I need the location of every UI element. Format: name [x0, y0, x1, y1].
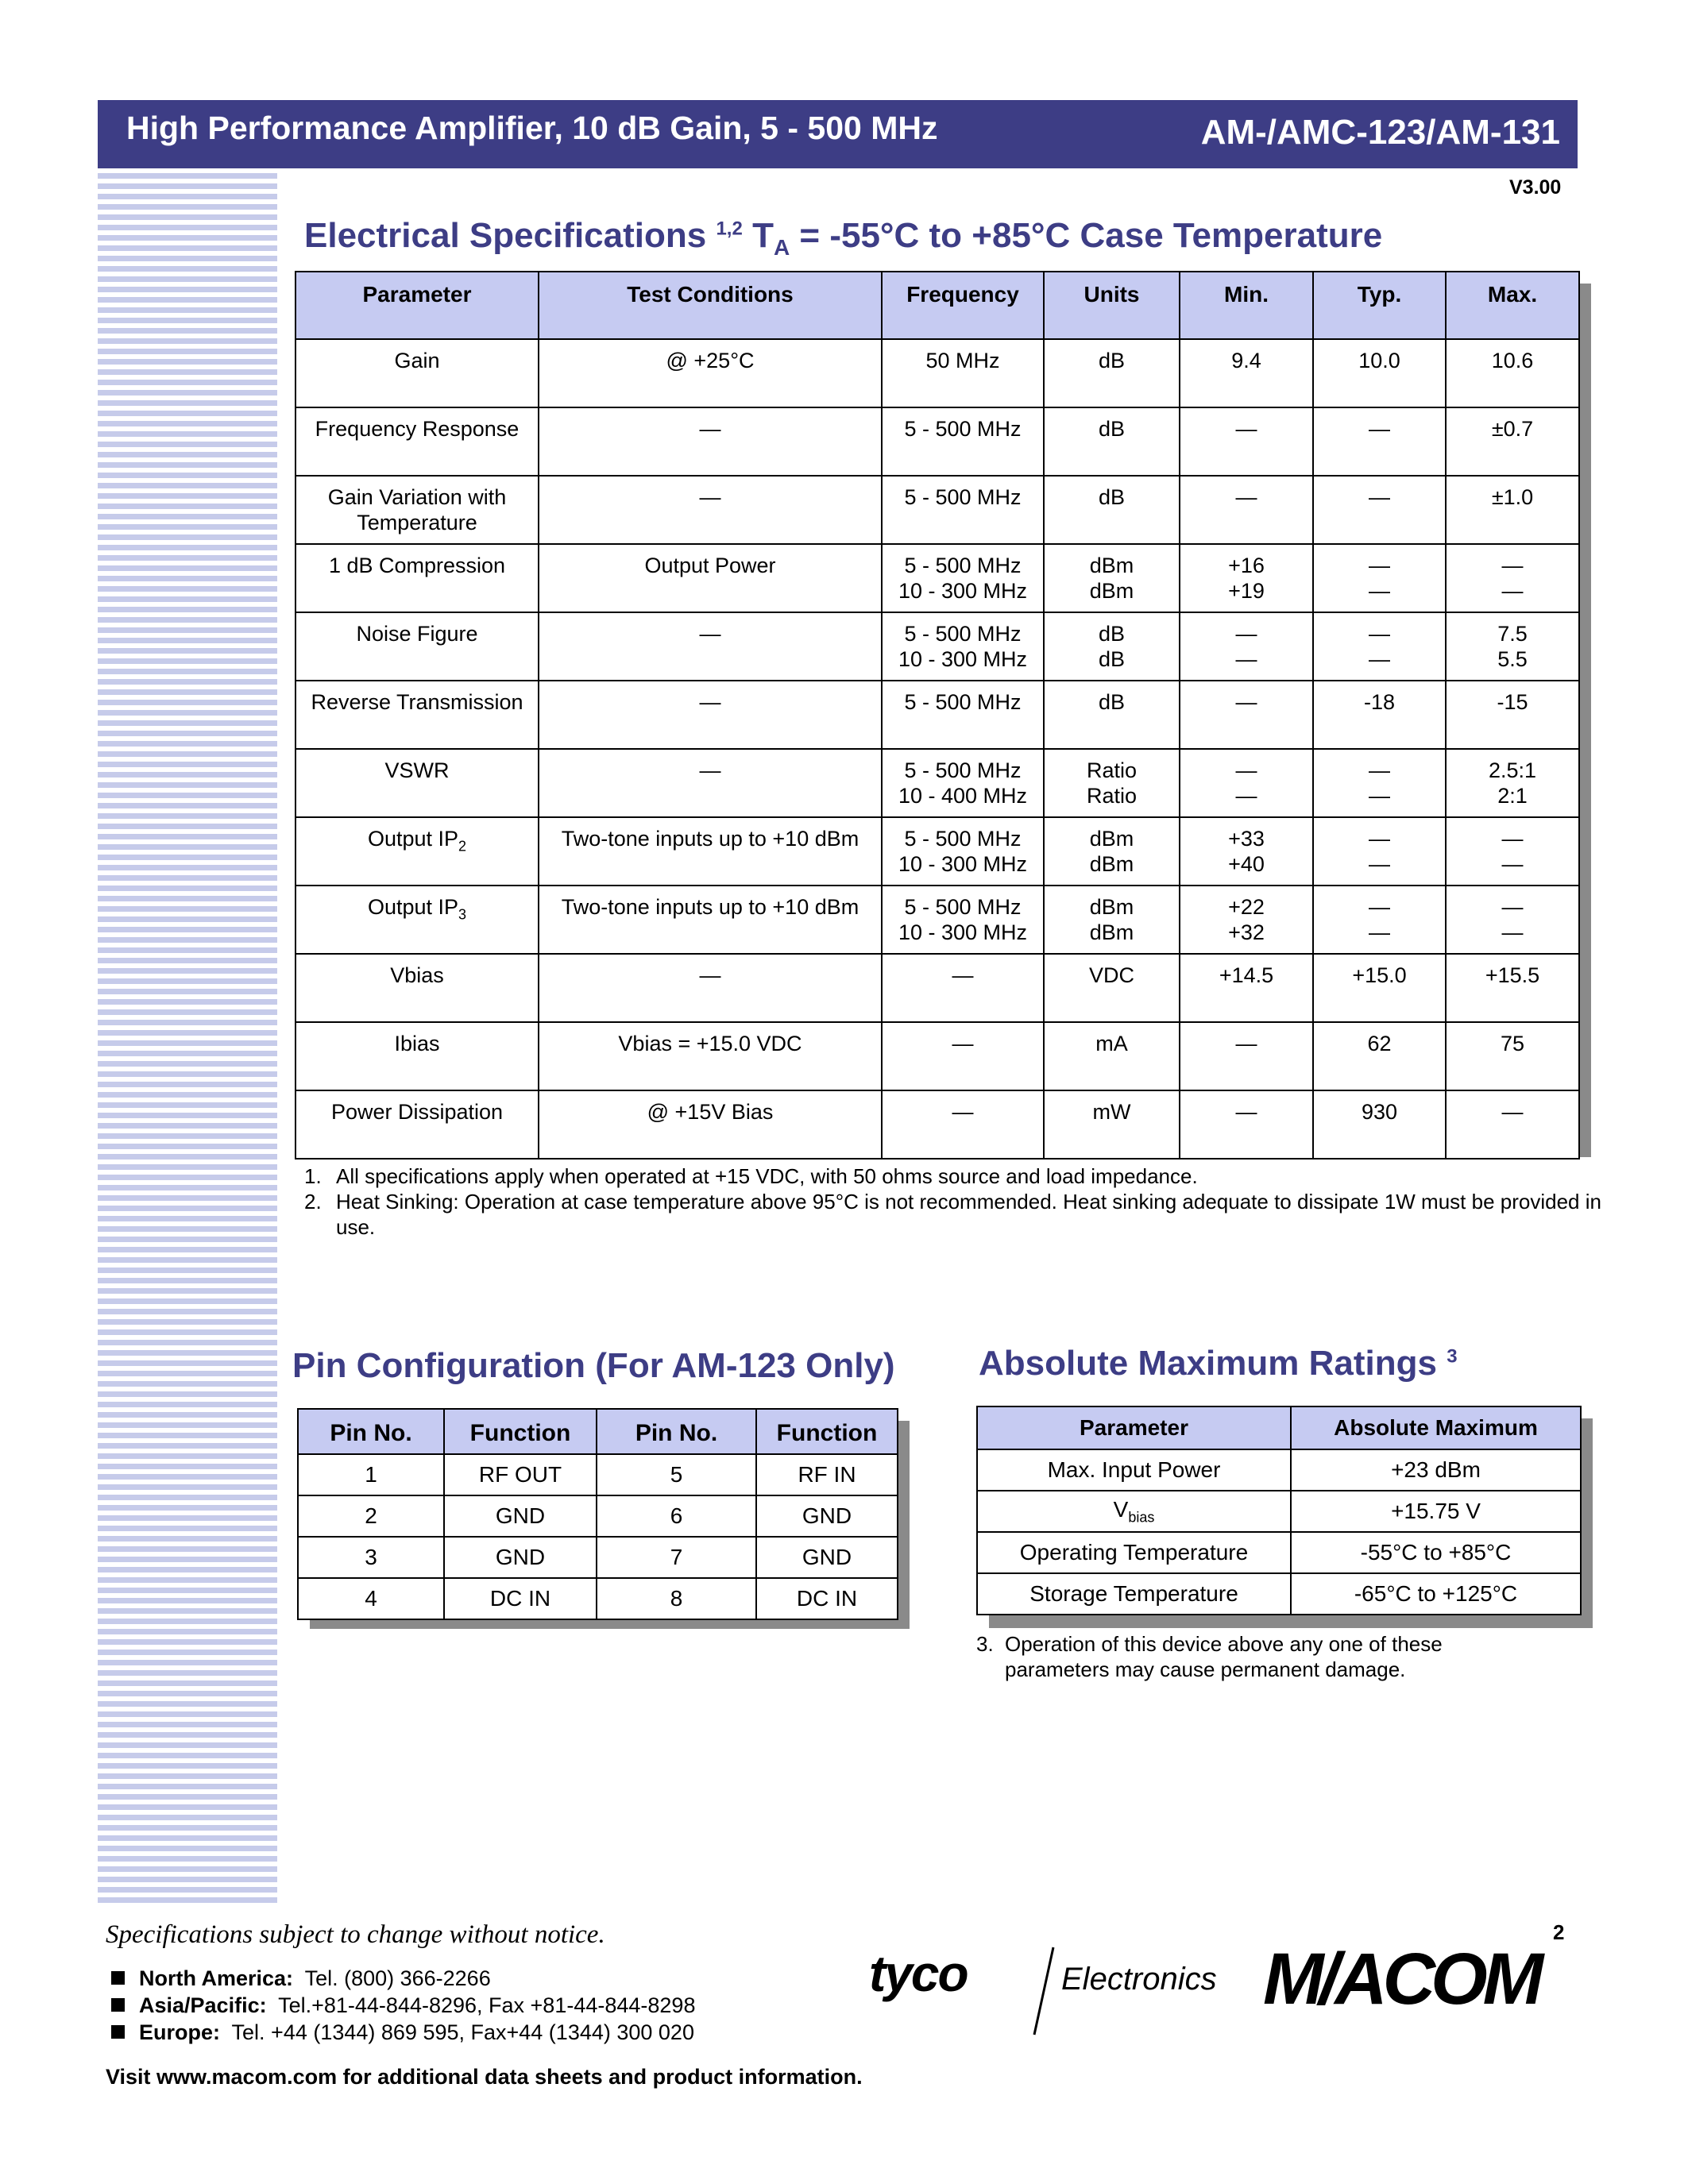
- cell-param: [295, 1022, 539, 1090]
- pin-function: GND: [444, 1495, 597, 1537]
- cell-cond: @ +15V Bias: [539, 1090, 882, 1159]
- cell-typ: 10.0: [1313, 339, 1446, 407]
- cell-min: +22 +32: [1180, 886, 1313, 954]
- cell-min: +33 +40: [1180, 817, 1313, 886]
- electrical-header-row: [295, 272, 1579, 339]
- cell-typ: — —: [1313, 886, 1446, 954]
- disclaimer: Specifications subject to change without notice.: [106, 1920, 605, 1949]
- cell-units: dB dB: [1044, 612, 1180, 681]
- tyco-electronics-logo: [869, 1944, 1217, 2003]
- table-row: [977, 1449, 1581, 1491]
- table-row: [977, 1573, 1581, 1615]
- param-text: Output IP: [367, 895, 459, 919]
- electrical-spec-title: [304, 216, 1383, 260]
- pin-number: 5: [597, 1454, 756, 1495]
- pin-function: DC IN: [756, 1578, 898, 1619]
- part-number: AM-/AMC-123/AM-131: [1200, 113, 1560, 152]
- pin-function: GND: [756, 1537, 898, 1578]
- table-row: [295, 886, 1579, 954]
- electrical-title-rest: = -55°C to +85°C Case Temperature: [790, 216, 1383, 255]
- cell-max: ±1.0: [1446, 476, 1579, 544]
- electrical-title-main: Electrical Specifications: [304, 216, 707, 255]
- cell-typ: 62: [1313, 1022, 1446, 1090]
- cell-max: +15.5: [1446, 954, 1579, 1022]
- cell-max: — —: [1446, 817, 1579, 886]
- cell-max: 75: [1446, 1022, 1579, 1090]
- note-number: 3.: [976, 1632, 994, 1656]
- amr-param-text: Max. Input Power: [1047, 1457, 1221, 1482]
- param-text: Output IP: [367, 827, 459, 851]
- amr-value: -65°C to +125°C: [1291, 1573, 1581, 1615]
- cell-typ: -18: [1313, 681, 1446, 749]
- cell-units: mA: [1044, 1022, 1180, 1090]
- electrical-spec-table-wrap: [295, 271, 1580, 1160]
- table-row: [295, 1022, 1579, 1090]
- bullet-square-icon: [111, 1971, 125, 1985]
- param-text: Reverse Transmission: [311, 690, 523, 714]
- cell-freq: 5 - 500 MHz: [882, 476, 1044, 544]
- table-row: [295, 407, 1579, 476]
- cell-min: +16 +19: [1180, 544, 1313, 612]
- pin-table-wrap: [297, 1408, 898, 1620]
- amr-param-text: Storage Temperature: [1029, 1581, 1238, 1606]
- amr-param-text: V: [1113, 1496, 1129, 1522]
- table-row: [298, 1454, 898, 1495]
- cell-cond: —: [539, 954, 882, 1022]
- cell-typ: — —: [1313, 817, 1446, 886]
- pin-col-header: Function: [756, 1409, 898, 1454]
- amr-title-text: Absolute Maximum Ratings: [979, 1344, 1437, 1383]
- pin-config-table: [297, 1408, 898, 1620]
- contact-text: Tel. (800) 366-2266: [304, 1966, 491, 1990]
- pin-number: 3: [298, 1537, 444, 1578]
- pin-function: DC IN: [444, 1578, 597, 1619]
- cell-typ: — —: [1313, 544, 1446, 612]
- cell-min: — —: [1180, 749, 1313, 817]
- cell-freq: 5 - 500 MHz: [882, 681, 1044, 749]
- pin-function: RF IN: [756, 1454, 898, 1495]
- cell-freq: 5 - 500 MHz 10 - 300 MHz: [882, 886, 1044, 954]
- col-header-test-conditions: Test Conditions: [539, 272, 882, 339]
- cell-min: —: [1180, 407, 1313, 476]
- table-row: [295, 749, 1579, 817]
- table-row: [295, 339, 1579, 407]
- cell-typ: —: [1313, 476, 1446, 544]
- cell-freq: —: [882, 1022, 1044, 1090]
- cell-units: dB: [1044, 476, 1180, 544]
- cell-freq: 5 - 500 MHz 10 - 400 MHz: [882, 749, 1044, 817]
- table-row: [298, 1537, 898, 1578]
- note-number: 1.: [304, 1164, 322, 1188]
- param-text: Gain: [394, 349, 440, 372]
- pin-number: 8: [597, 1578, 756, 1619]
- electronics-wordmark: Electronics: [1061, 1962, 1217, 1997]
- contact-asia-pacific: [111, 1993, 695, 2018]
- electrical-title-ta-sub: A: [773, 234, 790, 260]
- contact-europe: [111, 2020, 694, 2045]
- pin-number: 4: [298, 1578, 444, 1619]
- amr-col-header-parameter: Parameter: [977, 1406, 1291, 1449]
- cell-param: [295, 476, 539, 544]
- amr-col-header-abs-max: Absolute Maximum: [1291, 1406, 1581, 1449]
- amr-value: -55°C to +85°C: [1291, 1532, 1581, 1573]
- cell-cond: Two-tone inputs up to +10 dBm: [539, 886, 882, 954]
- amr-header-row: [977, 1406, 1581, 1449]
- table-row: [295, 817, 1579, 886]
- table-row: [977, 1532, 1581, 1573]
- param-subscript: 2: [458, 838, 467, 855]
- col-header-units: Units: [1044, 272, 1180, 339]
- param-text: Noise Figure: [356, 622, 478, 646]
- cell-max: — —: [1446, 886, 1579, 954]
- cell-units: dB: [1044, 339, 1180, 407]
- amr-param-text: Operating Temperature: [1019, 1540, 1249, 1565]
- cell-max: 10.6: [1446, 339, 1579, 407]
- macom-logo: M/ACOM: [1263, 1939, 1539, 2020]
- contact-north-america: [111, 1966, 491, 1991]
- contact-text: Tel. +44 (1344) 869 595, Fax+44 (1344) 300 020: [231, 2020, 694, 2044]
- table-row: [295, 544, 1579, 612]
- cell-param: [295, 1090, 539, 1159]
- cell-min: — —: [1180, 612, 1313, 681]
- pin-config-title: Pin Configuration (For AM-123 Only): [292, 1346, 895, 1385]
- visit-website-text: Visit www.macom.com for additional data sheets and product information.: [106, 2065, 863, 2089]
- table-row: [295, 954, 1579, 1022]
- amr-parameter: [977, 1573, 1291, 1615]
- cell-max: -15: [1446, 681, 1579, 749]
- electrical-title-ta: T: [752, 216, 774, 255]
- cell-param: [295, 681, 539, 749]
- cell-freq: —: [882, 954, 1044, 1022]
- cell-typ: —: [1313, 407, 1446, 476]
- cell-param: [295, 339, 539, 407]
- electrical-title-sup: 1,2: [716, 218, 743, 240]
- pin-function: RF OUT: [444, 1454, 597, 1495]
- cell-typ: — —: [1313, 612, 1446, 681]
- cell-min: +14.5: [1180, 954, 1313, 1022]
- cell-freq: 5 - 500 MHz: [882, 407, 1044, 476]
- cell-cond: —: [539, 476, 882, 544]
- param-text: Ibias: [394, 1032, 440, 1055]
- contact-text: Tel.+81-44-844-8296, Fax +81-44-844-8298: [278, 1993, 696, 2017]
- note-number: 2.: [304, 1190, 322, 1214]
- param-text: Power Dissipation: [330, 1100, 504, 1124]
- pin-number: 6: [597, 1495, 756, 1537]
- cell-cond: Vbias = +15.0 VDC: [539, 1022, 882, 1090]
- version-label: V3.00: [1509, 176, 1562, 199]
- col-header-max: Max.: [1446, 272, 1579, 339]
- cell-cond: Output Power: [539, 544, 882, 612]
- param-text: Frequency Response: [315, 417, 520, 441]
- cell-min: —: [1180, 1022, 1313, 1090]
- amr-title: [979, 1344, 1458, 1383]
- cell-cond: —: [539, 407, 882, 476]
- cell-units: dBm dBm: [1044, 817, 1180, 886]
- cell-min: —: [1180, 476, 1313, 544]
- pin-col-header: Pin No.: [298, 1409, 444, 1454]
- logo-slash-icon: [1028, 1944, 1060, 2039]
- table-row: [295, 1090, 1579, 1159]
- amr-note: [976, 1631, 1497, 1682]
- col-header-frequency: Frequency: [882, 272, 1044, 339]
- electrical-note-2: [304, 1189, 1607, 1240]
- header-band: [98, 100, 1578, 168]
- cell-cond: Two-tone inputs up to +10 dBm: [539, 817, 882, 886]
- cell-units: dBm dBm: [1044, 544, 1180, 612]
- amr-table-wrap: [976, 1406, 1582, 1615]
- bullet-square-icon: [111, 1998, 125, 2012]
- cell-param: [295, 749, 539, 817]
- table-row: [295, 681, 1579, 749]
- cell-param: [295, 407, 539, 476]
- pin-function: GND: [444, 1537, 597, 1578]
- cell-freq: 50 MHz: [882, 339, 1044, 407]
- amr-value: +15.75 V: [1291, 1491, 1581, 1532]
- contact-label: North America:: [139, 1966, 294, 1990]
- amr-param-subscript: bias: [1128, 1509, 1155, 1526]
- pin-number: 1: [298, 1454, 444, 1495]
- pin-number: 2: [298, 1495, 444, 1537]
- cell-units: dB: [1044, 681, 1180, 749]
- table-row: [298, 1578, 898, 1619]
- cell-freq: 5 - 500 MHz 10 - 300 MHz: [882, 612, 1044, 681]
- param-text: Gain Variation with Temperature: [327, 485, 507, 534]
- cell-param: [295, 817, 539, 886]
- cell-freq: 5 - 500 MHz 10 - 300 MHz: [882, 817, 1044, 886]
- table-row: [977, 1491, 1581, 1532]
- col-header-min: Min.: [1180, 272, 1313, 339]
- cell-units: dB: [1044, 407, 1180, 476]
- cell-max: — —: [1446, 544, 1579, 612]
- table-row: [298, 1495, 898, 1537]
- cell-param: [295, 954, 539, 1022]
- param-subscript: 3: [458, 906, 467, 923]
- note-text: Operation of this device above any one of these parameters may cause permanent damage.: [1005, 1632, 1443, 1681]
- pin-function: GND: [756, 1495, 898, 1537]
- cell-typ: +15.0: [1313, 954, 1446, 1022]
- amr-value: +23 dBm: [1291, 1449, 1581, 1491]
- cell-max: 2.5:1 2:1: [1446, 749, 1579, 817]
- electrical-note-1: [304, 1163, 1198, 1189]
- cell-max: ±0.7: [1446, 407, 1579, 476]
- amr-title-sup: 3: [1447, 1345, 1458, 1368]
- cell-units: mW: [1044, 1090, 1180, 1159]
- amr-parameter: [977, 1491, 1291, 1532]
- table-row: [295, 476, 1579, 544]
- electrical-spec-table: [295, 271, 1580, 1160]
- bullet-square-icon: [111, 2025, 125, 2039]
- cell-max: 7.5 5.5: [1446, 612, 1579, 681]
- amr-parameter: [977, 1449, 1291, 1491]
- cell-min: 9.4: [1180, 339, 1313, 407]
- cell-cond: @ +25°C: [539, 339, 882, 407]
- cell-param: [295, 544, 539, 612]
- cell-param: [295, 612, 539, 681]
- cell-cond: —: [539, 612, 882, 681]
- note-text: Heat Sinking: Operation at case temperature above 95°C is not recommended. Heat sinking adequate to dissipate 1W must be provided in use.: [336, 1190, 1601, 1239]
- cell-typ: 930: [1313, 1090, 1446, 1159]
- param-text: Vbias: [390, 963, 444, 987]
- col-header-parameter: Parameter: [295, 272, 539, 339]
- param-text: 1 dB Compression: [328, 554, 506, 577]
- cell-freq: 5 - 500 MHz 10 - 300 MHz: [882, 544, 1044, 612]
- cell-min: —: [1180, 1090, 1313, 1159]
- cell-units: Ratio Ratio: [1044, 749, 1180, 817]
- page-number: 2: [1553, 1920, 1565, 1944]
- tyco-wordmark: tyco: [869, 1945, 968, 2002]
- contact-label: Europe:: [139, 2020, 221, 2044]
- pin-col-header: Function: [444, 1409, 597, 1454]
- cell-param: [295, 886, 539, 954]
- cell-freq: —: [882, 1090, 1044, 1159]
- pin-header-row: [298, 1409, 898, 1454]
- param-text: VSWR: [384, 758, 450, 782]
- contact-label: Asia/Pacific:: [139, 1993, 267, 2017]
- cell-typ: — —: [1313, 749, 1446, 817]
- cell-min: —: [1180, 681, 1313, 749]
- note-text: All specifications apply when operated at +15 VDC, with 50 ohms source and load impedance.: [336, 1164, 1198, 1188]
- decorative-stripes: [98, 173, 277, 1906]
- cell-units: dBm dBm: [1044, 886, 1180, 954]
- col-header-typ: Typ.: [1313, 272, 1446, 339]
- amr-parameter: [977, 1532, 1291, 1573]
- document-title: High Performance Amplifier, 10 dB Gain, 5 - 500 MHz: [126, 110, 938, 146]
- cell-max: —: [1446, 1090, 1579, 1159]
- pin-col-header: Pin No.: [597, 1409, 756, 1454]
- table-row: [295, 612, 1579, 681]
- cell-units: VDC: [1044, 954, 1180, 1022]
- cell-cond: —: [539, 681, 882, 749]
- amr-table: [976, 1406, 1582, 1615]
- pin-number: 7: [597, 1537, 756, 1578]
- cell-cond: —: [539, 749, 882, 817]
